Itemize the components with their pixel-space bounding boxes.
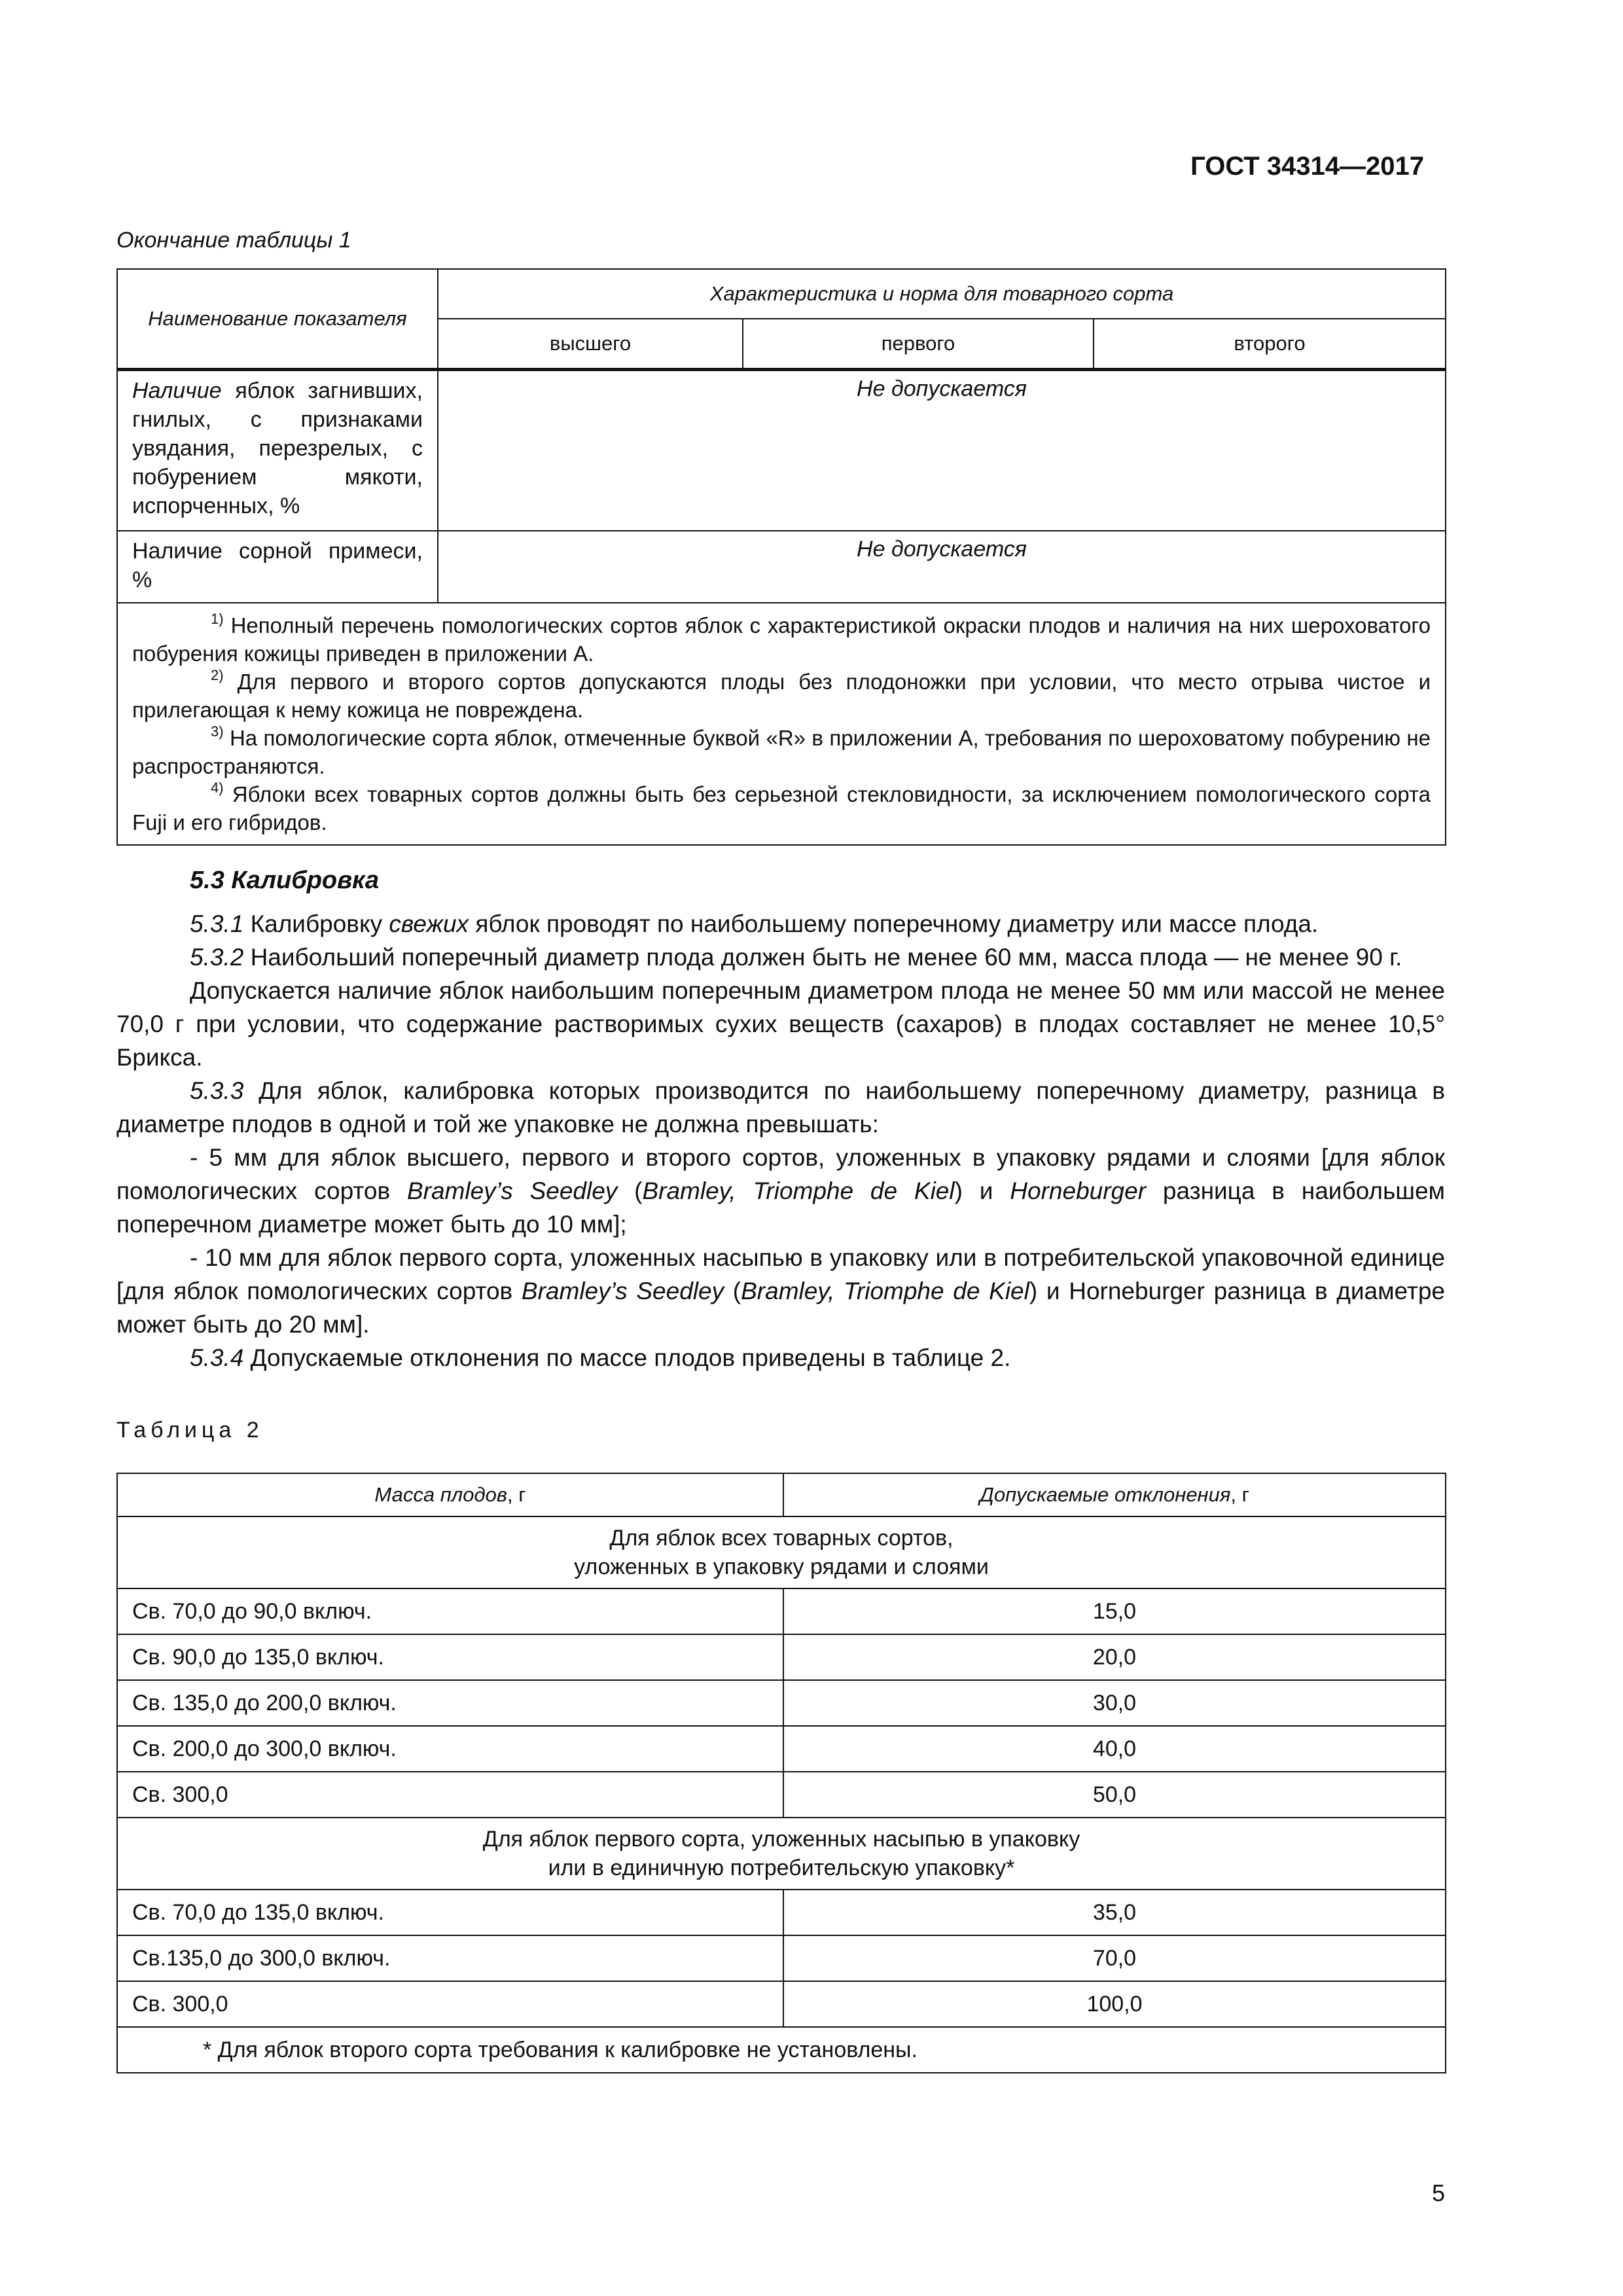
table-notes-row — [117, 603, 1446, 845]
dash-item-2: - 10 мм для яблок первого сорта, уложенных насыпью в упаковку или в потребительской упаковочной единице [для яблок помологических сортов Bramley’s Seedley (Bramley, Triomphe de Kiel) и Horneburger разница в диаметре может быть до 20 мм]. — [116, 1244, 1446, 1338]
table-2 — [116, 1473, 1446, 2073]
table-row — [117, 531, 1446, 603]
paragraph-5-3-2: 5.3.2 Наибольший поперечный диаметр плода должен быть не менее 60 мм, масса плода — не менее 90 г. — [190, 944, 1402, 971]
sub-header-highest: высшего — [438, 319, 743, 370]
table-notes — [117, 603, 1446, 845]
table-1 — [116, 268, 1446, 846]
table1-caption: Окончание таблицы 1 — [116, 228, 351, 253]
table-row: Св. 300,0 100,0 — [117, 1981, 1446, 2027]
note-1: $^{1)}$ Неполный перечень помологических сортов яблок с характеристикой окраски плодов и наличия на них шероховатого побурения кожицы приведен в приложении А. — [132, 610, 1431, 666]
table-row: Св. 90,0 до 135,0 включ. 20,0 — [117, 1634, 1446, 1680]
standard-code: ГОСТ 34314—2017 — [1190, 152, 1424, 181]
paragraph-5-3-4: 5.3.4 Допускаемые отклонения по массе плодов приведены в таблице 2. — [190, 1344, 1011, 1371]
group-header: Характеристика и норма для товарного сорта — [438, 269, 1446, 319]
group-header-1: Для яблок всех товарных сортов, уложенных в упаковку рядами и слоями — [117, 1516, 1446, 1588]
table-row: Св. 300,0 50,0 — [117, 1772, 1446, 1818]
sub-header-second: второго — [1094, 319, 1446, 370]
note-3: $^{3)}$ На помологические сорта яблок, отмеченные буквой «R» в приложении А, требования по шероховатому побурению не распространяются. — [132, 723, 1431, 778]
note-4: $^{4)}$ Яблоки всех товарных сортов должны быть без серьезной стекловидности, за исключением помологического сорта Fuji и его гибридов. — [132, 779, 1431, 834]
note-2: $^{2)}$ Для первого и второго сортов допускаются плоды без плодоножки при условии, что место отрыва чистое и прилегающая к нему кожица не повреждена. — [132, 666, 1431, 722]
table-row: Св. 70,0 до 135,0 включ. 35,0 — [117, 1890, 1446, 1935]
col-deviation-header: Допускаемые отклонения, г — [783, 1473, 1446, 1516]
paragraph-5-3-1: 5.3.1 Калибровку свежих яблок проводят по наибольшему поперечному диаметру или массе плода. — [190, 910, 1319, 937]
row-norm: Не допускается — [438, 370, 1446, 531]
paragraph-tolerance: Допускается наличие яблок наибольшим поперечным диаметром плода не менее 50 мм или массой не менее 70,0 г при условии, что содержание растворимых сухих веществ (сахаров) в плодах составляет не менее 10,5° Брикса. — [116, 977, 1445, 1071]
table-row: Св. 135,0 до 200,0 включ. 30,0 — [117, 1680, 1446, 1726]
row-name: Наличие яблок загнивших, гнилых, с признаками увядания, перезрелых, с побурением мякоти, испорченных, % — [117, 370, 438, 531]
table2-footnote: * Для яблок второго сорта требования к калибровке не установлены. — [117, 2027, 1446, 2073]
table-row: Св.135,0 до 300,0 включ. 70,0 — [117, 1935, 1446, 1981]
table2-caption: Таблица 2 — [116, 1418, 264, 1443]
table-row: Св. 70,0 до 90,0 включ. 15,0 — [117, 1588, 1446, 1634]
table-row: Св. 200,0 до 300,0 включ. 40,0 — [117, 1726, 1446, 1772]
col-mass-header: Масса плодов, г — [117, 1473, 783, 1516]
table-row — [117, 370, 1446, 531]
col-name-header: Наименование показателя — [117, 269, 438, 370]
page-number: 5 — [1431, 2179, 1445, 2206]
sub-header-first: первого — [743, 319, 1094, 370]
section-heading: 5.3 Калибровка — [190, 867, 379, 894]
dash-item-1: - 5 мм для яблок высшего, первого и второго сортов, уложенных в упаковку рядами и слоями [для яблок помологических сортов Bramley’s Seedley (Bramley, Triomphe de Kiel) и Horneburger разница в наибольшем поперечном диаметре может быть до 10 мм]; — [116, 1144, 1445, 1238]
group-header-2: Для яблок первого сорта, уложенных насыпью в упаковку или в единичную потребительскую упаковку* — [117, 1818, 1446, 1890]
paragraph-5-3-3: 5.3.3 Для яблок, калибровка которых производится по наибольшему поперечному диаметру, разница в диаметре плодов в одной и той же упаковке не должна превышать: — [116, 1077, 1445, 1138]
row-norm: Не допускается — [438, 531, 1446, 603]
row-name: Наличие сорной примеси, % — [117, 531, 438, 603]
section-body — [116, 863, 1445, 1374]
